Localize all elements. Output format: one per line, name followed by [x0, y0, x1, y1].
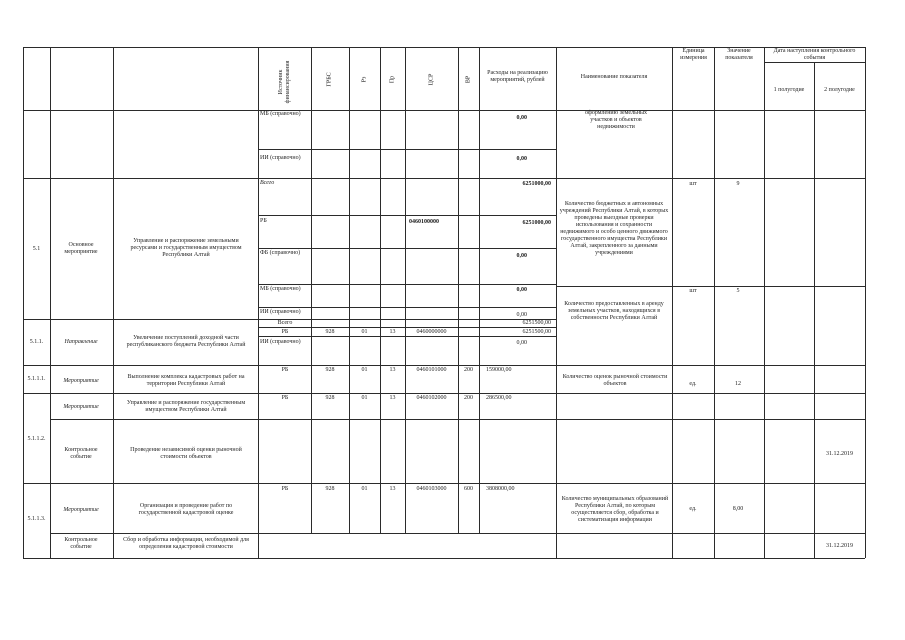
rule — [258, 336, 556, 337]
ii-amount: 0,00 — [516, 156, 527, 162]
row-5-1-1-2-number: 5.1.1.2. — [27, 436, 46, 442]
row-5-1-rb-amount: 6251000,00 — [522, 220, 551, 226]
row-5-1-1-2-date: 31.12.2019 — [826, 451, 853, 457]
header-unit: Единица измерения — [680, 48, 707, 61]
row-5-1-indicator-2: Количество предоставленных в аренду земельных участков, находящихся в собственности Республики Алтай — [564, 301, 664, 321]
rule — [258, 47, 259, 558]
row-5-1-1-2a-csr: 0460102000 — [416, 395, 447, 401]
row-5-1-vsego-amount: 6251000,00 — [522, 181, 551, 187]
header-indicator-name: Наименование показателя — [580, 74, 648, 80]
row-5-1-indicator-1-value: 9 — [736, 181, 740, 187]
rule — [380, 47, 381, 533]
rule — [23, 365, 865, 366]
header-pr: Пр — [389, 75, 396, 84]
rule — [258, 307, 556, 308]
row-5-1-1-1-csr: 0460101000 — [416, 367, 447, 373]
row-5-1-1-1-value: 12 — [735, 381, 741, 387]
rule — [814, 62, 815, 558]
row-5-1-1-2-type: Контрольное событие — [64, 447, 98, 460]
row-5-1-1-3-rz: 01 — [361, 486, 368, 492]
header-expenses: Расходы на реализацию мероприятий, рублей — [487, 70, 548, 83]
row-5-1-rb-label: РБ — [260, 218, 267, 224]
rule — [258, 327, 556, 328]
row-5-1-1-number: 5.1.1. — [29, 339, 44, 345]
rule — [556, 286, 865, 287]
header-control-date: Дата наступления контрольного события — [773, 48, 856, 61]
mb-label: МБ (справочно) — [260, 111, 301, 117]
row-5-1-fb-amount: 0,00 — [516, 253, 527, 259]
rule — [349, 47, 350, 533]
header-rz: Рз — [361, 76, 368, 83]
row-5-1-1-1-pr: 13 — [389, 367, 396, 373]
rule — [113, 47, 114, 558]
row-5-1-1-rb-amount: 6251500,00 — [522, 329, 551, 335]
rule — [23, 558, 865, 559]
rule — [458, 47, 459, 533]
rule — [23, 393, 865, 394]
row-5-1-1-3-grbs: 928 — [325, 486, 335, 492]
row-5-1-1-3-unit: ед. — [689, 506, 697, 512]
row-5-1-mb-label: МБ (справочно) — [260, 286, 301, 292]
row-5-1-1-3-number: 5.1.1.3. — [27, 516, 46, 522]
row-5-1-1-1-src: РБ — [281, 367, 289, 373]
row-5-1-rb-csr: 0460100000 — [409, 219, 439, 225]
row-5-1-1-name: Увеличение поступлений доходной части республиканского бюджета Республики Алтай — [126, 335, 246, 348]
row-5-1-indicator-1-unit: шт — [689, 181, 697, 187]
row-last-type: Контрольное событие — [64, 537, 98, 550]
row-5-1-1-1-vr: 200 — [464, 367, 473, 373]
rule — [50, 533, 865, 534]
header-value: Значение показателя — [725, 48, 753, 61]
row-5-1-1-2a-amount: 286500,00 — [486, 395, 512, 401]
row-5-1-indicator-2-value: 5 — [736, 288, 740, 294]
row-5-1-1-3-src: РБ — [281, 486, 289, 492]
row-5-1-1-1-grbs: 928 — [325, 367, 335, 373]
row-5-1-1-3-type: Мероприятие — [63, 507, 99, 513]
row-5-1-1-1-number: 5.1.1.1. — [27, 376, 46, 382]
row-5-1-1-rb-pr: 13 — [389, 329, 396, 335]
row-last-name: Сбор и обработка информации, необходимой для определения кадастровой стоимости — [123, 537, 249, 550]
rule — [258, 284, 556, 285]
rule — [311, 47, 312, 533]
header-grbs: ГРБС — [326, 72, 333, 87]
row-5-1-1-1-type: Мероприятие — [63, 378, 99, 384]
header-csr: ЦСР — [428, 73, 435, 86]
rule — [23, 47, 24, 558]
row-5-1-1-2a-src: РБ — [281, 395, 289, 401]
row-5-1-1-rb-label: РБ — [281, 329, 289, 335]
row-5-1-ii-label: ИИ (справочно) — [260, 309, 301, 315]
rule — [23, 110, 865, 111]
ii-label: ИИ (справочно) — [260, 155, 301, 161]
row-5-1-vsego-label: Всего — [260, 180, 275, 186]
row-5-1-1-3-vr: 600 — [464, 486, 473, 492]
row-5-1-1-rb-csr: 0460000000 — [416, 329, 447, 335]
rule — [556, 47, 557, 558]
row-5-1-1-3-pr: 13 — [389, 486, 396, 492]
header-source: Источник финансирования — [278, 60, 291, 104]
rule — [405, 47, 406, 533]
row-5-1-1-2a-type: Мероприятие — [63, 404, 99, 410]
row-5-1-1-2a-vr: 200 — [464, 395, 473, 401]
rule — [258, 149, 556, 150]
rule — [479, 47, 480, 533]
mb-amount: 0,00 — [516, 115, 527, 121]
row-5-1-1-ii-label: ИИ (справочно) — [260, 339, 301, 345]
row-5-1-1-3-indicator: Количество муниципальных образований Республики Алтай, по которым осуществляется сбор, обработка и систематизация информации — [561, 496, 669, 523]
row-5-1-ii-amount: 0,00 — [516, 312, 527, 318]
rule — [764, 47, 765, 558]
rule — [23, 178, 865, 179]
row-5-1-number: 5.1 — [32, 246, 41, 252]
rule — [258, 248, 556, 249]
row-5-1-1-3-amount: 3808000,00 — [486, 486, 515, 492]
row-5-1-1-3-value: 8,00 — [732, 506, 744, 512]
row-5-1-name: Управление и распоряжение земельными ресурсами и государственным имуществом Республики Алтай — [130, 238, 242, 258]
row-5-1-1-vsego-amount: 6251500,00 — [522, 320, 551, 326]
rule — [865, 47, 866, 558]
row-5-1-1-rb-rz: 01 — [361, 329, 368, 335]
row-5-1-1-3-csr: 0460103000 — [416, 486, 447, 492]
row-last-date: 31.12.2019 — [826, 543, 853, 549]
row-5-1-1-2a-grbs: 928 — [325, 395, 335, 401]
row-5-1-type: Основное мероприятие — [64, 242, 98, 255]
row-5-1-mb-amount: 0,00 — [516, 287, 527, 293]
row-5-1-1-1-unit: ед. — [689, 381, 697, 387]
row-5-1-1-2a-rz: 01 — [361, 395, 368, 401]
row-5-1-1-2a-pr: 13 — [389, 395, 396, 401]
header-vr: ВР — [465, 75, 472, 84]
rule — [672, 47, 673, 558]
row-5-1-1-1-rz: 01 — [361, 367, 368, 373]
row-5-1-1-2-name: Проведение независимой оценки рыночной стоимости объектов — [130, 447, 242, 460]
row-5-1-1-1-indicator: Количество оценок рыночной стоимости объектов — [562, 374, 668, 387]
header-half2: 2 полугодие — [824, 87, 855, 93]
row-5-1-1-ii-amount: 0,00 — [516, 340, 527, 346]
rule — [50, 47, 51, 558]
row-5-1-1-2a-name: Управление и распоряжение государственным имуществом Республики Алтай — [126, 400, 246, 413]
rule — [714, 47, 715, 558]
row-5-1-indicator-2-unit: шт — [689, 288, 697, 294]
row-5-1-1-1-amount: 159000,00 — [486, 367, 512, 373]
row-5-1-1-vsego-label: Всего — [277, 320, 293, 326]
row-5-1-1-1-name: Выполнение комплекса кадастровых работ на территории Республики Алтай — [127, 374, 245, 387]
row-5-1-1-rb-grbs: 928 — [325, 329, 335, 335]
rule — [764, 62, 865, 63]
row-5-1-indicator-1: Количество бюджетных и автономных учреждений Республики Алтай, в которых проведены выездные проверки использования и сохранности недвижимого и особо ценного движимого государственного имущества Республики Алтай, закрепленного за данными учреждениями — [559, 201, 669, 256]
header-half1: 1 полугодие — [773, 87, 805, 93]
rule — [258, 215, 556, 216]
row-5-1-1-3-name: Организация и проведение работ по государственной кадастровой оценке — [138, 503, 234, 516]
row-5-1-1-type: Направление — [64, 339, 98, 345]
rule — [23, 483, 865, 484]
indicator-continuation: оформлению земельных участков и объектов недвижимости — [584, 110, 648, 130]
row-5-1-fb-label: ФБ (справочно) — [260, 250, 301, 256]
